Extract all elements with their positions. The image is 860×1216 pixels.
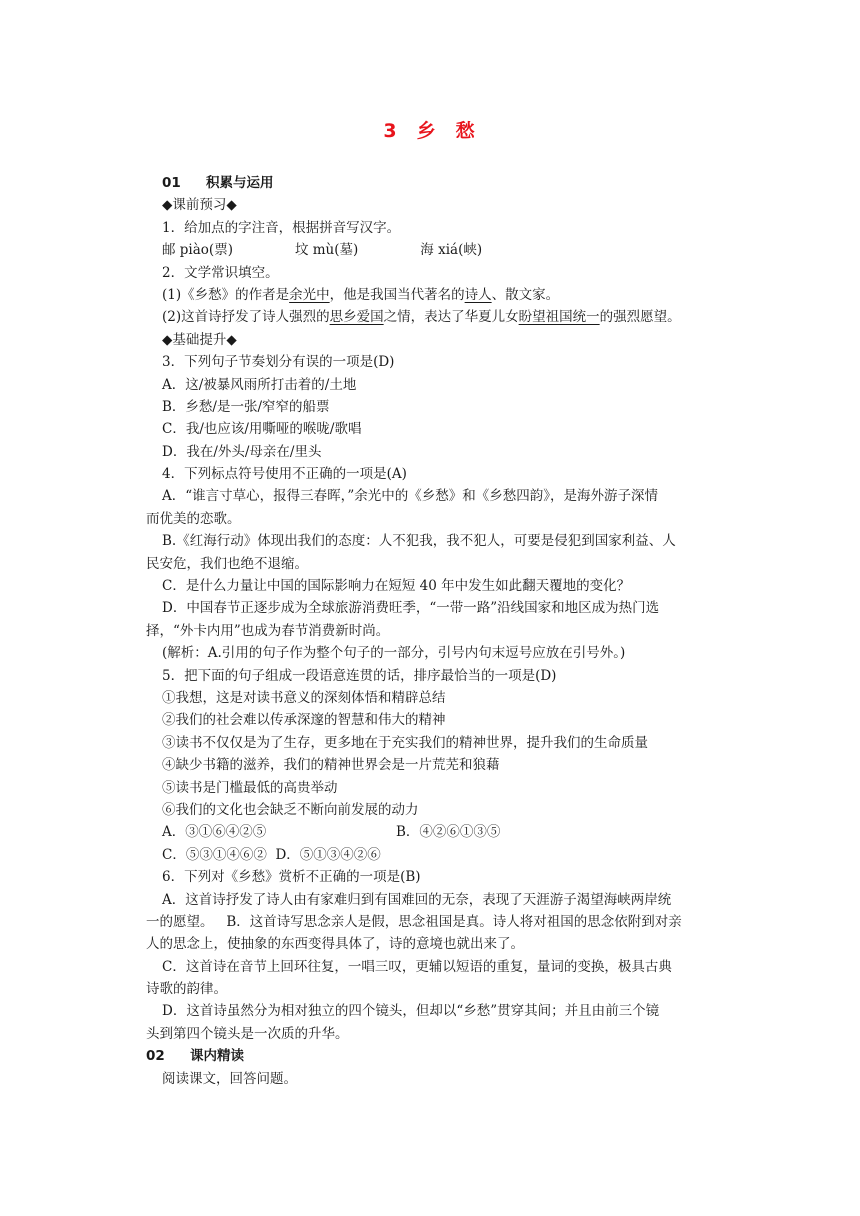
- question-4-stem: 4．下列标点符号使用不正确的一项是(A): [162, 466, 407, 483]
- question-2-stem: 2．文学常识填空。: [162, 264, 279, 281]
- q4-option-d-line-2: 择，“外卡内用”也成为春节消费新时尚。: [146, 622, 390, 639]
- q1-item-c: 海 xiá(峡): [420, 242, 483, 259]
- q6-option-a-line-2: 一的愿望。: [146, 913, 214, 930]
- subsection-basic: ◆基础提升◆: [162, 331, 237, 348]
- q6-option-c-line-1: C．这首诗在音节上回环往复，一唱三叹，更辅以短语的重复，量词的变换，极具古典: [162, 958, 672, 975]
- q6-option-d-line-2: 头到第四个镜头是一次质的升华。: [146, 1025, 349, 1042]
- q5-options-row-1: [162, 821, 734, 843]
- page-title: [0, 116, 860, 143]
- question-5-stem: 5．把下面的句子组成一段语意连贯的话，排序最恰当的一项是(D): [162, 667, 557, 684]
- q4-option-a-line-1: A．“谁言寸草心，报得三春晖，”余光中的《乡愁》和《乡愁四韵》，是海外游子深情: [162, 488, 659, 505]
- section-label: 课内精读: [190, 1048, 244, 1065]
- q6-option-a-line-1: A．这首诗抒发了诗人由有家难归到有国难回的无奈，表现了天涯游子渴望海峡两岸统: [162, 891, 672, 908]
- q4-option-b-line-2: 民安危，我们也绝不退缩。: [146, 555, 308, 572]
- q2-answer-emotion: 思乡爱国: [329, 309, 384, 326]
- question-2-item-1: [162, 284, 734, 306]
- q5-option-b: B．④②⑥①③⑤: [396, 824, 501, 841]
- question-2-item-2: [162, 306, 734, 328]
- question-1-items: [162, 239, 734, 261]
- q5-sentence-5: ⑤读书是门槛最低的高贵举动: [162, 779, 338, 796]
- question-6-stem: 6．下列对《乡愁》赏析不正确的一项是(B): [162, 869, 421, 886]
- subsection-preview: ◆课前预习◆: [162, 197, 237, 214]
- q6-option-c-line-2: 诗歌的韵律。: [146, 981, 227, 998]
- q2-answer-author: 余光中: [289, 286, 330, 303]
- q2-text: 、散文家。: [491, 286, 560, 303]
- q1-item-b: 坟 mù(墓): [294, 242, 359, 259]
- q4-option-a-line-2: 而优美的恋歌。: [146, 510, 241, 527]
- question-3-stem: 3．下列句子节奏划分有误的一项是(D): [162, 354, 395, 371]
- section-number: 01: [162, 175, 181, 191]
- q5-option-c: C．⑤③①④⑥②: [162, 846, 267, 863]
- q4-option-c: C．是什么力量让中国的国际影响力在短短 40 年中发生如此翻天覆地的变化？: [162, 578, 631, 595]
- q4-option-d-line-1: D．中国春节正逐步成为全球旅游消费旺季，“一带一路”沿线国家和地区成为热门选: [162, 600, 660, 617]
- q5-sentence-4: ④缺少书籍的滋养，我们的精神世界会是一片荒芜和狼藉: [162, 757, 500, 774]
- title-number: 3: [383, 120, 399, 142]
- worksheet-body: [146, 172, 734, 1090]
- q3-option-a: A．这/被暴风雨所打击着的/土地: [162, 376, 357, 393]
- q2-text: 的强烈愿望。: [599, 309, 681, 326]
- question-1-stem: 1．给加点的字注音，根据拼音写汉字。: [162, 219, 401, 236]
- q1-item-a: 邮 piào(票): [162, 242, 233, 259]
- q6-option-b-line-1: B．这首诗写思念亲人是假，思念祖国是真。诗人将对祖国的思念依附到对亲: [226, 913, 682, 930]
- q5-sentence-3: ③读书不仅仅是为了生存，更多地在于充实我们的精神世界，提升我们的生命质量: [162, 734, 648, 751]
- section-1-heading: [162, 172, 734, 194]
- q3-option-c: C．我/也应该/用嘶哑的喉咙/歌唱: [162, 421, 362, 438]
- title-char-2: 愁: [455, 120, 477, 142]
- q6-option-b-line-2: 人的思念上，使抽象的东西变得具体了，诗的意境也就出来了。: [146, 936, 524, 953]
- q4-explanation: (解析：A.引用的句子作为整个句子的一部分，引号内句末逗号应放在引号外。): [162, 645, 626, 662]
- title-char-1: 乡: [416, 120, 438, 142]
- q6-option-d-line-1: D．这首诗虽然分为相对独立的四个镜头，但却以“乡愁”贯穿其间；并且由前三个镜: [162, 1003, 660, 1020]
- q6-option-a-b-line: [146, 911, 734, 933]
- q2-text: 之情，表达了华夏儿女: [383, 309, 519, 326]
- q5-options-row-2: [162, 844, 734, 866]
- section-2-heading: [146, 1045, 734, 1067]
- q5-sentence-6: ⑥我们的文化也会缺乏不断向前发展的动力: [162, 801, 419, 818]
- q5-sentence-2: ②我们的社会难以传承深邃的智慧和伟大的精神: [162, 712, 446, 729]
- q2-text: (1)《乡愁》的作者是: [162, 286, 290, 303]
- q5-option-d: D．⑤①③④②⑥: [275, 846, 381, 863]
- q2-text: ，他是我国当代著名的: [329, 286, 465, 303]
- section-number: 02: [146, 1048, 165, 1065]
- q2-answer-wish: 盼望祖国统一: [518, 309, 600, 326]
- q4-option-b-line-1: B.《红海行动》体现出我们的态度：人不犯我，我不犯人，可要是侵犯到国家利益、人: [162, 533, 676, 550]
- q2-answer-identity: 诗人: [464, 286, 492, 303]
- reading-instruction: 阅读课文，回答问题。: [162, 1070, 297, 1087]
- q3-option-b: B．乡愁/是一张/窄窄的船票: [162, 398, 330, 415]
- q5-option-a: A．③①⑥④②⑤: [162, 824, 267, 841]
- q5-sentence-1: ①我想，这是对读书意义的深刻体悟和精辟总结: [162, 689, 446, 706]
- section-label: 积累与运用: [206, 175, 274, 191]
- q2-text: (2)这首诗抒发了诗人强烈的: [162, 309, 330, 326]
- q3-option-d: D．我在/外头/母亲在/里头: [162, 443, 322, 460]
